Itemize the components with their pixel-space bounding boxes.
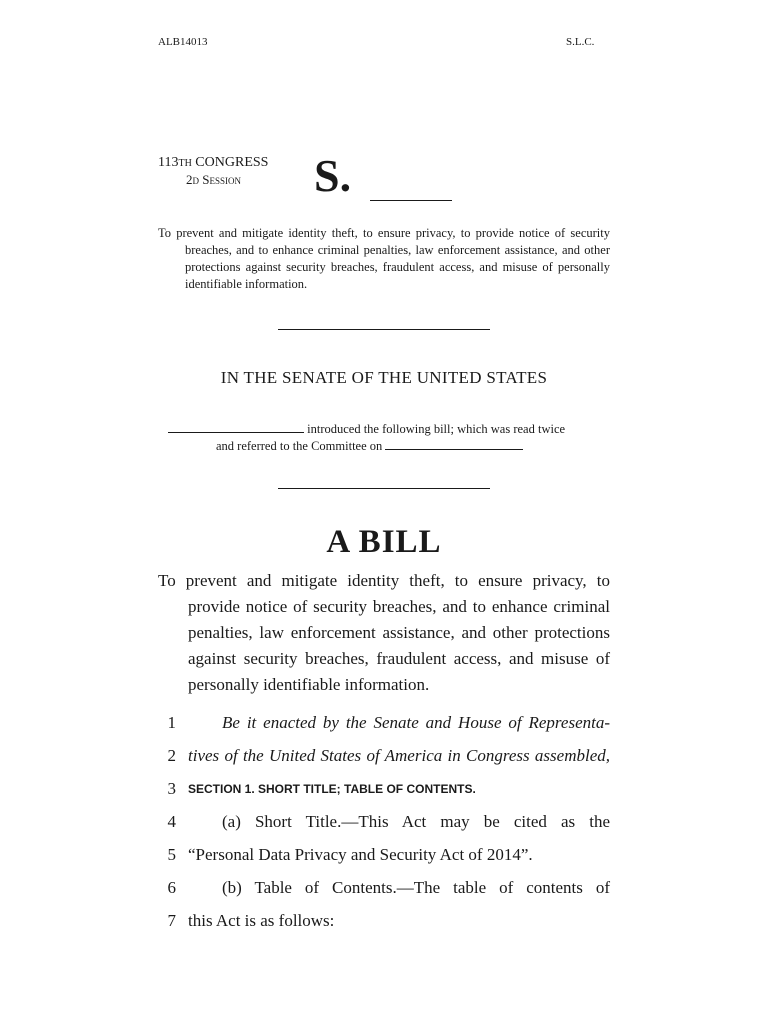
bill-purpose-text: To prevent and mitigate identity theft, to ensure privacy, to provide notice of security breaches, and to enhance criminal penalties, law enforcement assistance, and other protections against security breaches, fraudulent access, and misuse of personally identifiable information. [158,571,610,694]
bill-prefix: S. [314,150,352,201]
introduction-block [168,421,602,455]
section-title: SECTION 1. SHORT TITLE; TABLE OF CONTENTS. [188,782,476,796]
divider-top [278,329,490,330]
sponsor-blank [168,421,304,433]
line-text: “Personal Data Privacy and Security Act of 2014”. [188,845,533,864]
office-code: S.L.C. [566,36,595,48]
body-line [158,907,610,940]
body-line [158,808,610,841]
bill-heading: A BILL [326,524,442,560]
introduction-text-1: introduced the following bill; which was read twice [307,422,566,436]
line-number: 3 [167,779,176,798]
body-line [158,841,610,874]
body-line [158,709,610,742]
line-text: Be it enacted by the Senate and House of Representa- [222,713,610,732]
body-line [158,874,610,907]
purpose-summary [158,225,610,293]
line-number: 6 [167,878,176,897]
purpose-summary-text: To prevent and mitigate identity theft, to ensure privacy, to provide notice of security breaches, and to enhance criminal penalties, law enforcement assistance, and other protections against security breaches, fraudulent access, and misuse of personally identifiable information. [158,226,610,291]
document-id: ALB14013 [158,36,208,48]
line-text: (b) Table of Contents.—The table of contents of [222,878,610,897]
line-text: (a) Short Title.—This Act may be cited as the [222,812,610,831]
divider-bottom [278,488,490,489]
line-number: 7 [167,911,176,930]
line-number: 1 [167,713,176,732]
introduction-text-2: and referred to the Committee on [216,439,383,453]
congress-number: 113th CONGRESS [158,155,269,170]
line-number: 4 [167,812,176,831]
line-number: 2 [167,746,176,765]
bill-purpose [158,568,610,698]
bill-body [158,709,610,940]
bill-number-blank [370,200,452,201]
introduction-line-2 [168,438,602,455]
chamber-heading: IN THE SENATE OF THE UNITED STATES [220,368,548,387]
line-text: tives of the United States of America in Congress assembled, [188,746,610,765]
line-text: this Act is as follows: [188,911,335,930]
committee-blank [385,438,523,450]
line-number: 5 [167,845,176,864]
session-label: 2d Session [186,172,241,187]
introduction-line-1 [168,421,602,438]
body-line [158,775,610,808]
body-line [158,742,610,775]
